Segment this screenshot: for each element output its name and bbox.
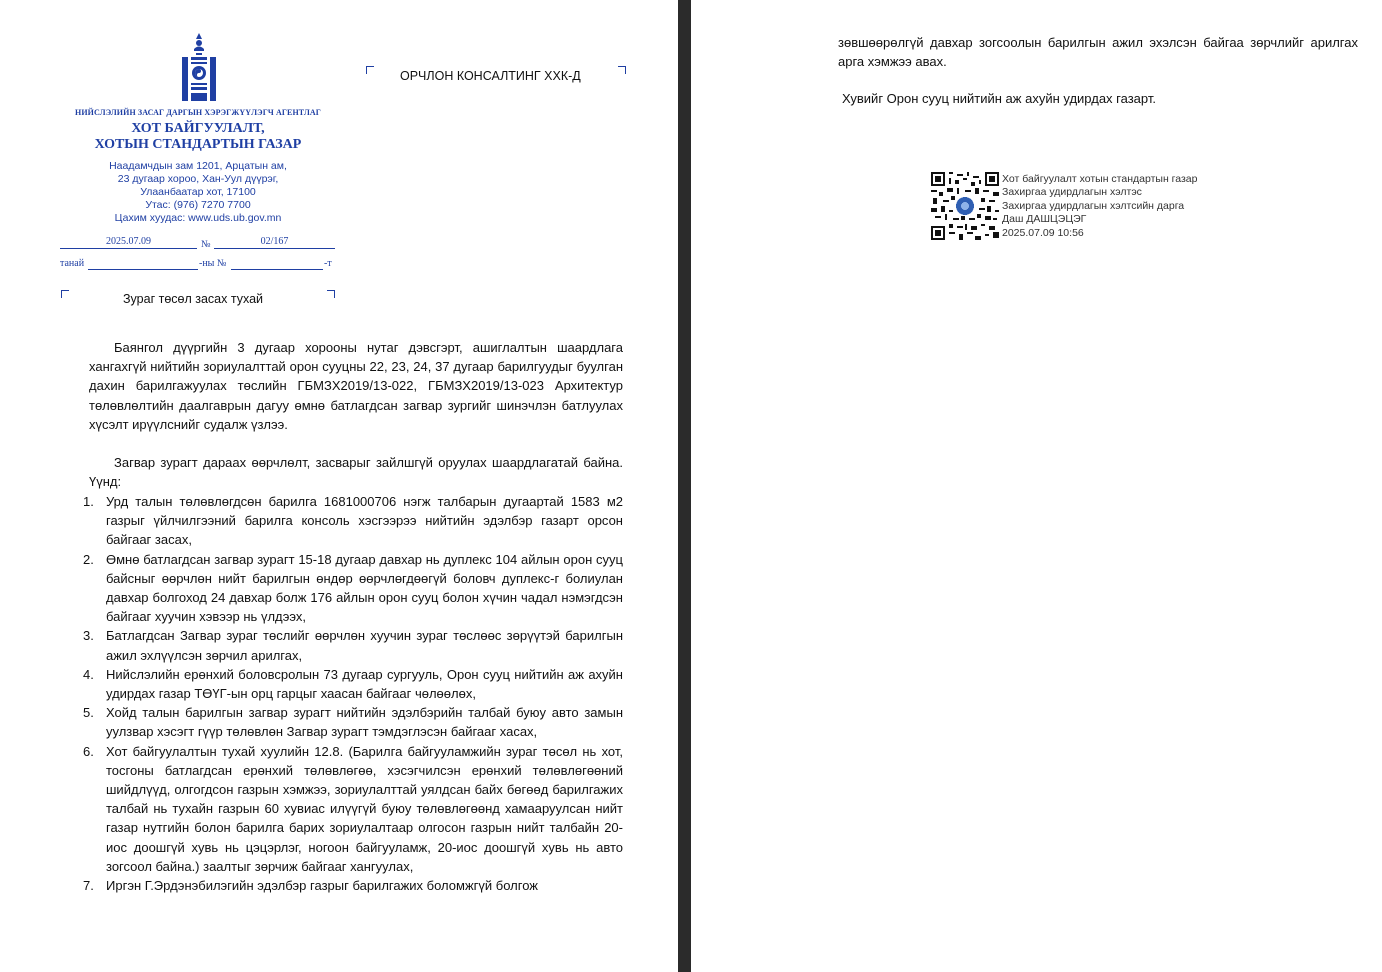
agency-address xyxy=(58,160,338,225)
requirements-list xyxy=(80,492,623,895)
list-item xyxy=(80,492,623,550)
reference-date-blank xyxy=(88,257,198,270)
signature-department: Захиргаа удирдлагын хэлтэс xyxy=(1002,186,1142,199)
list-number: 4. xyxy=(83,666,94,682)
t-label: -т xyxy=(324,258,332,269)
signature-position: Захиргаа удирдлагын хэлтсийн дарга xyxy=(1002,199,1185,212)
state-emblem-icon xyxy=(180,33,218,103)
letter-number: 02/167 xyxy=(214,236,335,249)
recipient: ОРЧЛОН КОНСАЛТИНГ ХХК-Д xyxy=(400,69,581,83)
body-continuation: зөвшөөрөлгүй давхар зогсоолын барилгын ажил эхэлсэн байгаа зөрчлийг арилгах арга хэмжээ авах. xyxy=(838,35,1358,70)
list-item xyxy=(80,742,623,876)
list-item-text: Иргэн Г.Эрдэнэбилэгийн эдэлбэр газрыг барилгажих боломжгүй болгож xyxy=(106,878,538,894)
address-line: Улаанбаатар хот, 17100 xyxy=(140,186,256,198)
list-number: 2. xyxy=(83,551,94,567)
reference-number-blank xyxy=(231,257,323,270)
website-line: Цахим хуудас: www.uds.ub.gov.mn xyxy=(114,212,282,224)
list-item xyxy=(80,665,623,703)
list-number: 7. xyxy=(83,878,94,894)
subject-corner-mark xyxy=(327,290,335,298)
list-number: 6. xyxy=(83,743,94,759)
signature-name: Даш ДАШЦЭЦЭГ xyxy=(1002,213,1087,226)
body-paragraph: Баянгол дүүргийн 3 дугаар хорооны нутаг дэвсгэрт, ашиглалтын шаардлага хангахгүй нийтийн зориулалттай орон сууцны 22, 23, 24, 37 дугаар барилгуудыг буулган дахин барилгажуулах төслийн ГБМЗХ2019/13-022, ГБМЗХ2019/13-023 Архитектур төлөвлөлтийн даалгаврын дагуу өмнө батлагдсан загвар зургийг шинэчлэн батлуулах хүсэлт ирүүлснийг судалж үзлээ. xyxy=(89,340,623,432)
recipient-corner-mark xyxy=(366,66,374,74)
document-page-1 xyxy=(0,0,678,972)
agency-parent-title: НИЙСЛЭЛИЙН ЗАСАГ ДАРГЫН ХЭРЭГЖҮҮЛЭГЧ АГЕНТЛАГ xyxy=(75,108,321,117)
signature-org: Хот байгуулалт хотын стандартын газар xyxy=(1002,173,1198,185)
address-line: 23 дугаар хороо, Хан-Уул дүүрэг, xyxy=(117,173,279,185)
body-paragraph: Загвар зурагт дараах өөрчлөлт, засварыг зайлшгүй оруулах шаардлагатай байна. Үүнд: xyxy=(89,455,623,490)
letter-date: 2025.07.09 xyxy=(60,236,197,249)
list-item-text: Хот байгуулалтын тухай хуулийн 12.8. (Барилга байгууламжийн зураг төсөл нь хот, тосгоны батлагдсан ерөнхий төлөвлөгөө, хэсэгчилсэн ерөнхий төлөвлөгөөний шийдлүүд, олгогдсон газрын хэмжээ, зориулалттай уялдсан байх бөгөөд барилгажих талбай нь тухайн газрын 60 хувиас илүүгүй буюу төлөвлөгөөнд хамааруулсан нийт газар нутгийн болон барилга барих зориулалтаар олгосон газрын нийт талбайн 20-иос доошгүй хувь нь цэцэрлэг, ногоон байгууламж, 20-иос доошгүй хувь нь авто зогсоол байна.) заалтыг зөрчиж байгааг хангуулах, xyxy=(106,743,623,874)
document-page-2 xyxy=(691,0,1382,972)
list-item-text: Хойд талын барилгын загвар зурагт нийтийн эдэлбэрийн талбай буюу авто замын уулзвар хэсэгт гүүр төлөвлөн Загвар зурагт тэмдэглэсэн байгааг хасах, xyxy=(106,705,623,740)
address-line: Наадамчдын зам 1201, Арцатын ам, xyxy=(109,160,287,172)
agency-name-line-2: ХОТЫН СТАНДАРТЫН ГАЗАР xyxy=(94,137,302,152)
subject-corner-mark xyxy=(61,290,69,298)
signature-timestamp: 2025.07.09 10:56 xyxy=(1002,226,1084,239)
agency-name-line-1: ХОТ БАЙГУУЛАЛТ, xyxy=(131,121,265,136)
list-item xyxy=(80,550,623,627)
list-item-text: Нийслэлийн ерөнхий боловсролын 73 дугаар сургууль, Орон сууц нийтийн аж ахуйн удирдах газар ТӨҮГ-ын орц гарцыг хаасан байгааг чөлөөлөх, xyxy=(106,666,623,702)
phone-line: Утас: (976) 7270 7700 xyxy=(145,199,251,211)
list-item-text: Өмнө батлагдсан загвар зурагт 15-18 дугаар давхар нь дуплекс 104 айлын орон сууц байсныг өөрчлөн нийт барилгын өндөр өөрчлөгдөөгүй боловч дуплекс-г болиулан давхар болгоход 24 давхар болж 176 айлын орон сууц болон хүчин чадал нэмэгдсэн байгааг хуучин хэвээр нь үлдээх, xyxy=(106,551,623,625)
list-item-text: Батлагдсан Загвар зураг төслийг өөрчлөн хуучин зураг төслөөс зөрүүтэй барилгын ажил эхлүүлсэн зөрчил арилгах, xyxy=(106,628,623,663)
tanai-label: танай xyxy=(60,258,85,269)
list-number: 5. xyxy=(83,705,94,721)
number-label: № xyxy=(201,239,211,250)
list-number: 1. xyxy=(83,494,94,509)
letter-subject: Зураг төсөл засах тухай xyxy=(123,292,264,306)
ny-label: -ны № xyxy=(199,258,227,269)
list-item xyxy=(80,626,623,664)
list-item xyxy=(80,876,623,895)
copy-to-line: Хувийг Орон сууц нийтийн аж ахуйн удирдах газарт. xyxy=(842,91,1156,106)
list-number: 3. xyxy=(83,628,94,644)
qr-code-icon xyxy=(931,172,999,240)
list-item-text: Урд талын төлөвлөгдсөн барилга 1681000706 нэгж талбарын дугаартай 1583 м2 газрыг үйлчилгээний барилга консоль хэсгээрээ нийтийн эдэлбэр газарт орсон байгааг засах, xyxy=(106,494,623,548)
recipient-corner-mark xyxy=(618,66,626,74)
page-divider xyxy=(678,0,691,972)
list-item xyxy=(80,703,623,741)
digital-signature-block xyxy=(1002,173,1197,240)
